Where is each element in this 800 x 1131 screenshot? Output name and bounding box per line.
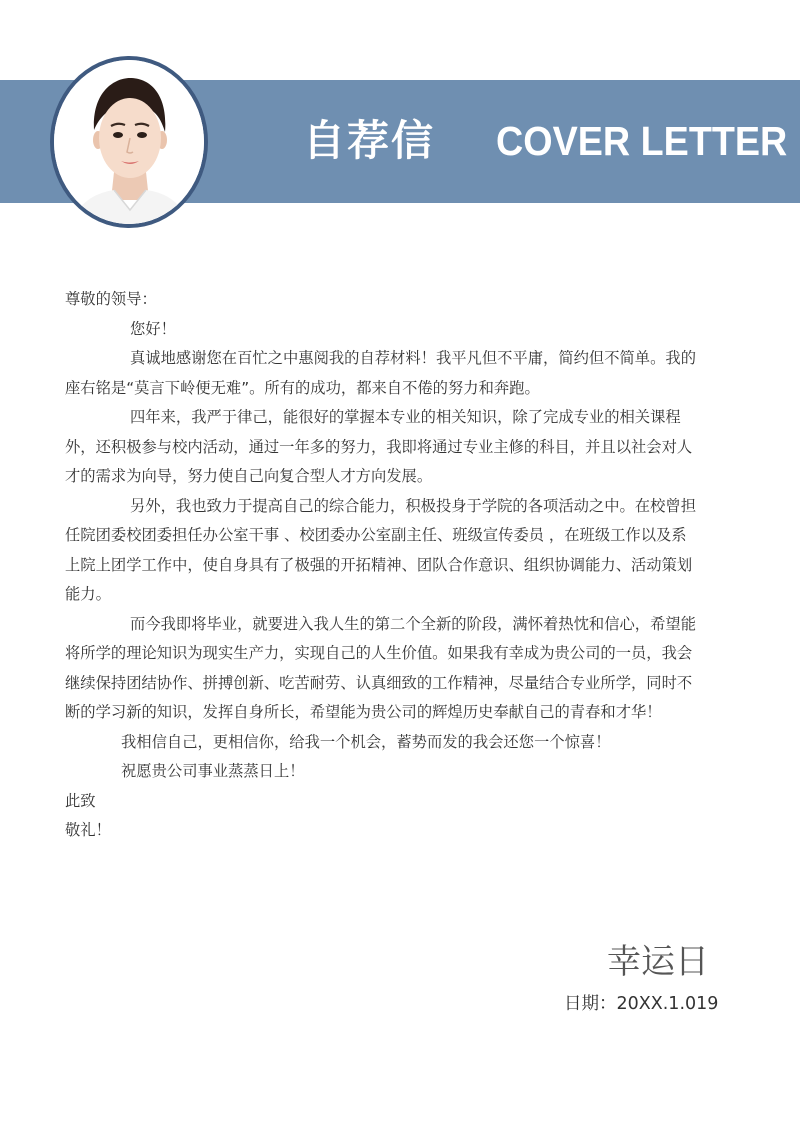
paragraph-3-line-2: 任院团委校团委担任办公室干事 、校团委办公室副主任、班级宣传委员 ，在班级工作以及系: [65, 526, 687, 544]
closing-line-2: 敬礼！: [65, 821, 111, 839]
paragraph-4-line-1: 而今我即将毕业，就要进入我人生的第二个全新的阶段，满怀着热忱和信心，希望能: [130, 614, 696, 633]
paragraph-4-line-3: 继续保持团结协作、拼搏创新、吃苦耐劳、认真细致的工作精神，尽量结合专业所学，同时不: [65, 673, 693, 692]
paragraph-2-line-2: 外，还积极参与校内活动，通过一年多的努力，我即将通过专业主修的科目，并且以社会对人: [65, 437, 693, 456]
salutation: 尊敬的领导：: [65, 290, 157, 308]
paragraph-2-line-3: 才的需求为向导，努力使自己向复合型人才方向发展。: [65, 467, 433, 485]
paragraph-2-line-1: 四年来，我严于律己，能很好的掌握本专业的相关知识，除了完成专业的相关课程: [130, 408, 681, 426]
signature-name: 幸运日: [607, 942, 709, 982]
page-title-en: COVER LETTER: [496, 118, 788, 164]
paragraph-3-line-3: 上院上团学工作中，使自身具有了极强的开拓精神、团队合作意识、组织协调能力、活动策划: [65, 555, 693, 574]
paragraph-3-line-4: 能力。: [65, 585, 111, 603]
paragraph-4-line-2: 将所学的理论知识为现实生产力，实现自己的人生价值。如果我有幸成为贵公司的一员，我会: [65, 644, 693, 662]
letter-body: [65, 285, 730, 846]
paragraph-3-line-1: 另外，我也致力于提高自己的综合能力，积极投身于学院的各项活动之中。在校曾担: [130, 496, 696, 515]
paragraph-1-line-1: 真诚地感谢您在百忙之中惠阅我的自荐材料！我平凡但不平庸，简约但不简单。我的: [130, 349, 696, 367]
profile-photo: [50, 56, 208, 228]
paragraph-1-line-2: 座右铭是“莫言下岭便无难”。所有的成功，都来自不倦的努力和奔跑。: [65, 378, 540, 397]
page-title-cn: 自荐信: [303, 116, 436, 165]
greeting: 您好！: [130, 319, 176, 338]
profile-photo-image: [54, 60, 204, 224]
closing-line-1: 此致: [65, 791, 96, 810]
paragraph-5: 我相信自己，更相信你，给我一个机会，蓄势而发的我会还您一个惊喜！: [121, 732, 611, 751]
signature-date: 日期：20XX.1.019: [564, 994, 719, 1014]
paragraph-4-line-4: 断的学习新的知识，发挥自身所长，希望能为贵公司的辉煌历史奉献自己的青春和才华！: [65, 703, 662, 721]
paragraph-6: 祝愿贵公司事业蒸蒸日上！: [121, 762, 305, 780]
